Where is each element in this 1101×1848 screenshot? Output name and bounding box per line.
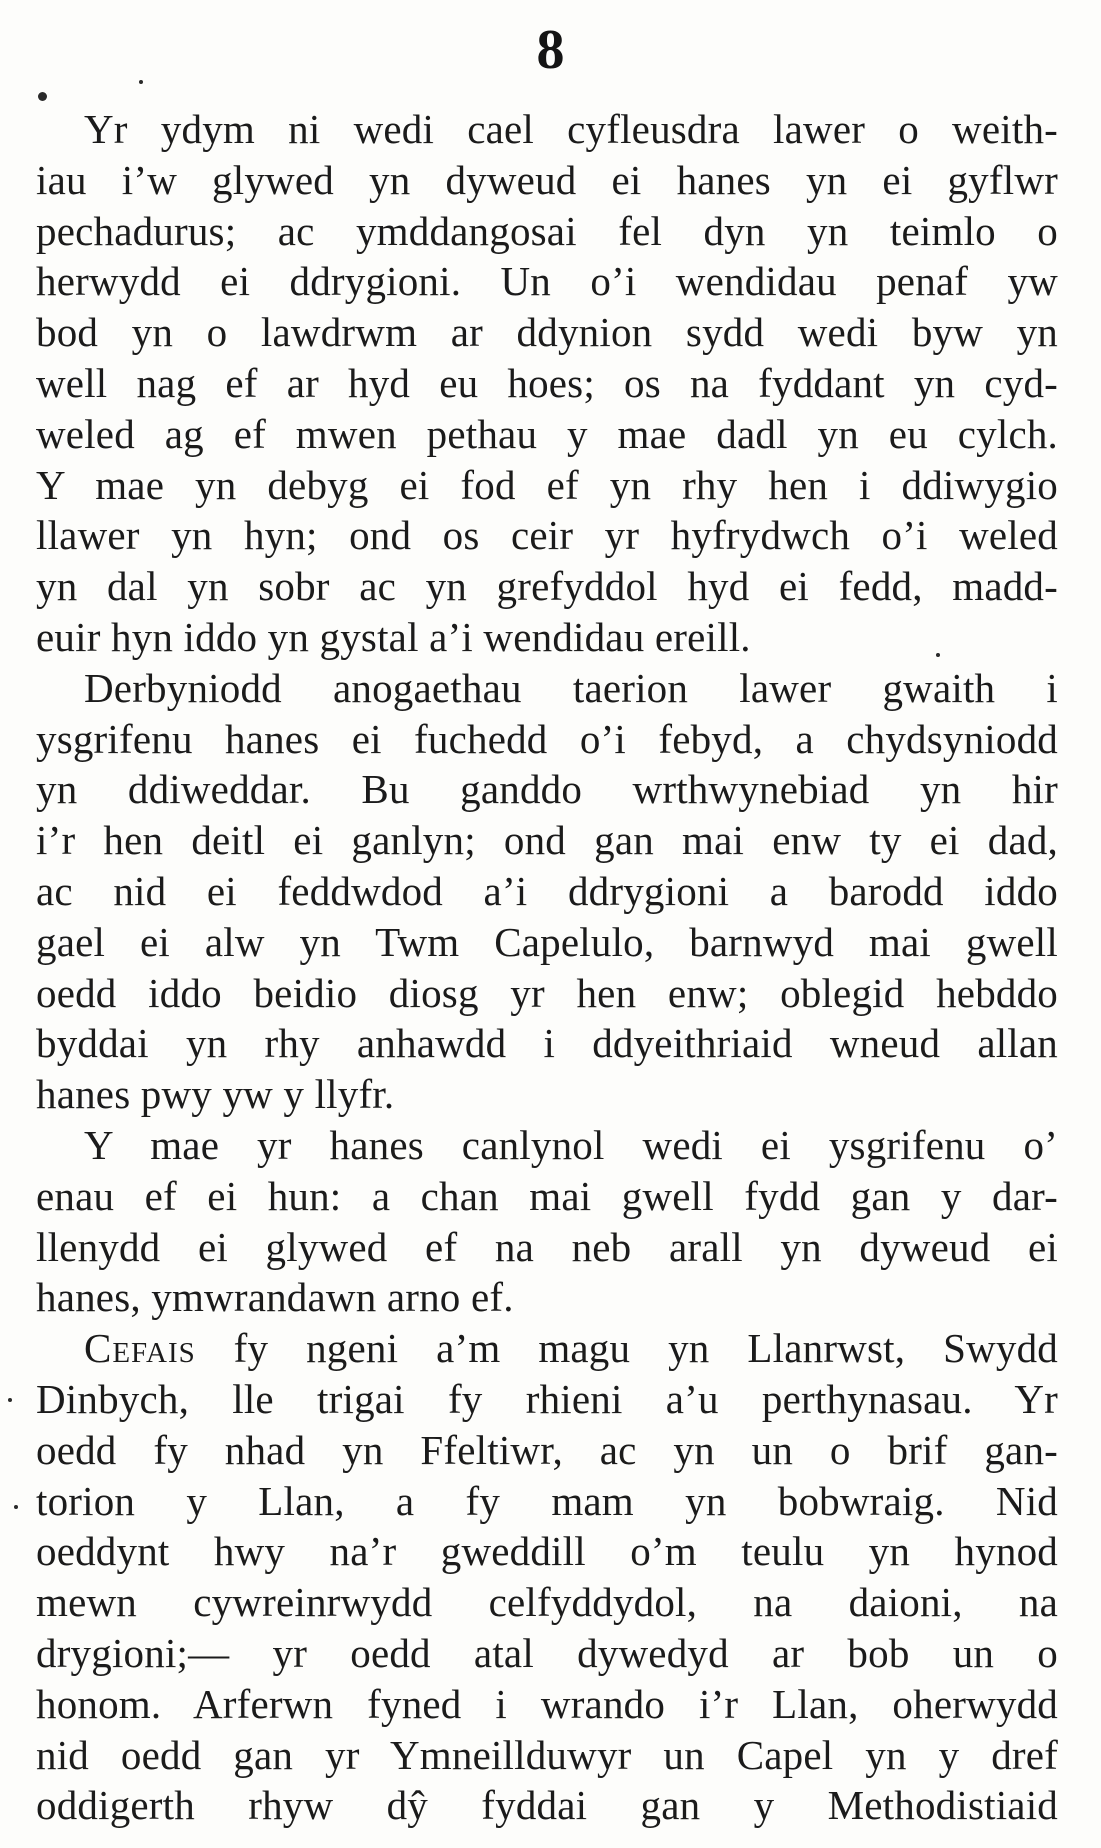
text-line: oddigerth rhyw dŷ fyddai gan y Methodistiaid	[36, 1782, 1058, 1829]
text-line: mewn cywreinrwydd celfyddydol, na daioni, na	[36, 1579, 1058, 1626]
ink-speck	[14, 1505, 18, 1509]
text-line: nid oedd gan yr Ymneillduwyr un Capel yn y dref	[36, 1731, 1058, 1778]
ink-speck	[139, 80, 143, 84]
text-line: oedd fy nhad yn Ffeltiwr, ac yn un o brif gan-	[36, 1426, 1058, 1473]
text-line: herwydd ei ddrygioni. Un o’i wendidau penaf yw	[36, 258, 1058, 305]
small-caps-lead-word: Cefais	[84, 1325, 196, 1372]
text-line: hanes pwy yw y llyfr.	[36, 1071, 395, 1118]
text-line: byddai yn rhy anhawdd i ddyeithriaid wneud allan	[36, 1020, 1058, 1067]
text-line: ac nid ei feddwdod a’i ddrygioni a barodd iddo	[36, 867, 1058, 914]
text-line: euir hyn iddo yn gystal a’i wendidau ereill.	[36, 613, 751, 660]
text-line: yn dal yn sobr ac yn grefyddol hyd ei fedd, madd-	[36, 563, 1058, 610]
text-line: bod yn o lawdrwm ar ddynion sydd wedi byw yn	[36, 309, 1058, 356]
text-line: gael ei alw yn Twm Capelulo, barnwyd mai gwell	[36, 918, 1058, 965]
text-line: oedd iddo beidio diosg yr hen enw; oblegid hebddo	[36, 969, 1058, 1016]
text-line: Dinbych, lle trigai fy rhieni a’u perthynasau. Yr	[36, 1375, 1058, 1422]
text-line-rest: fy ngeni a’m magu yn Llanrwst, Swydd	[195, 1325, 1058, 1372]
body-text	[36, 104, 1058, 1831]
text-line: drygioni;— yr oedd atal dywedyd ar bob un o	[36, 1629, 1058, 1676]
text-line	[36, 1323, 1058, 1374]
text-line: iau i’w glywed yn dyweud ei hanes yn ei gyflwr	[36, 156, 1058, 203]
text-line: well nag ef ar hyd eu hoes; os na fyddant yn cyd-	[36, 359, 1058, 406]
text-line: Y mae yr hanes canlynol wedi ei ysgrifenu o’	[84, 1121, 1058, 1168]
paragraph-3	[36, 1120, 1058, 1323]
text-line: Derbyniodd anogaethau taerion lawer gwaith i	[84, 664, 1058, 711]
text-line: Y mae yn debyg ei fod ef yn rhy hen i ddiwygio	[36, 461, 1058, 508]
text-line: llawer yn hyn; ond os ceir yr hyfrydwch o’i weled	[36, 512, 1058, 559]
text-line: weled ag ef mwen pethau y mae dadl yn eu cylch.	[36, 410, 1058, 457]
text-line: i’r hen deitl ei ganlyn; ond gan mai enw ty ei dad,	[36, 817, 1058, 864]
text-line: ysgrifenu hanes ei fuchedd o’i febyd, a chydsyniodd	[36, 715, 1058, 762]
ink-speck	[8, 1398, 12, 1402]
text-line: yn ddiweddar. Bu ganddo wrthwynebiad yn hir	[36, 766, 1058, 813]
text-line: torion y Llan, a fy mam yn bobwraig. Nid	[36, 1477, 1058, 1524]
text-line: hanes, ymwrandawn arno ef.	[36, 1274, 514, 1321]
ink-speck	[38, 92, 47, 101]
text-line: Yr ydym ni wedi cael cyfleusdra lawer o weith-	[84, 106, 1058, 152]
text-line: llenydd ei glywed ef na neb arall yn dyweud ei	[36, 1223, 1058, 1270]
text-line: pechadurus; ac ymddangosai fel dyn yn teimlo o	[36, 207, 1058, 254]
paragraph-4	[36, 1323, 1058, 1831]
text-line: oeddynt hwy na’r gweddill o’m teulu yn hynod	[36, 1528, 1058, 1575]
text-line: honom. Arferwn fyned i wrando i’r Llan, oherwydd	[36, 1680, 1058, 1727]
paragraph-2	[36, 663, 1058, 1120]
page-number: 8	[536, 19, 565, 81]
paragraph-1	[36, 104, 1058, 663]
text-line: enau ef ei hun: a chan mai gwell fydd gan y dar-	[36, 1172, 1058, 1219]
